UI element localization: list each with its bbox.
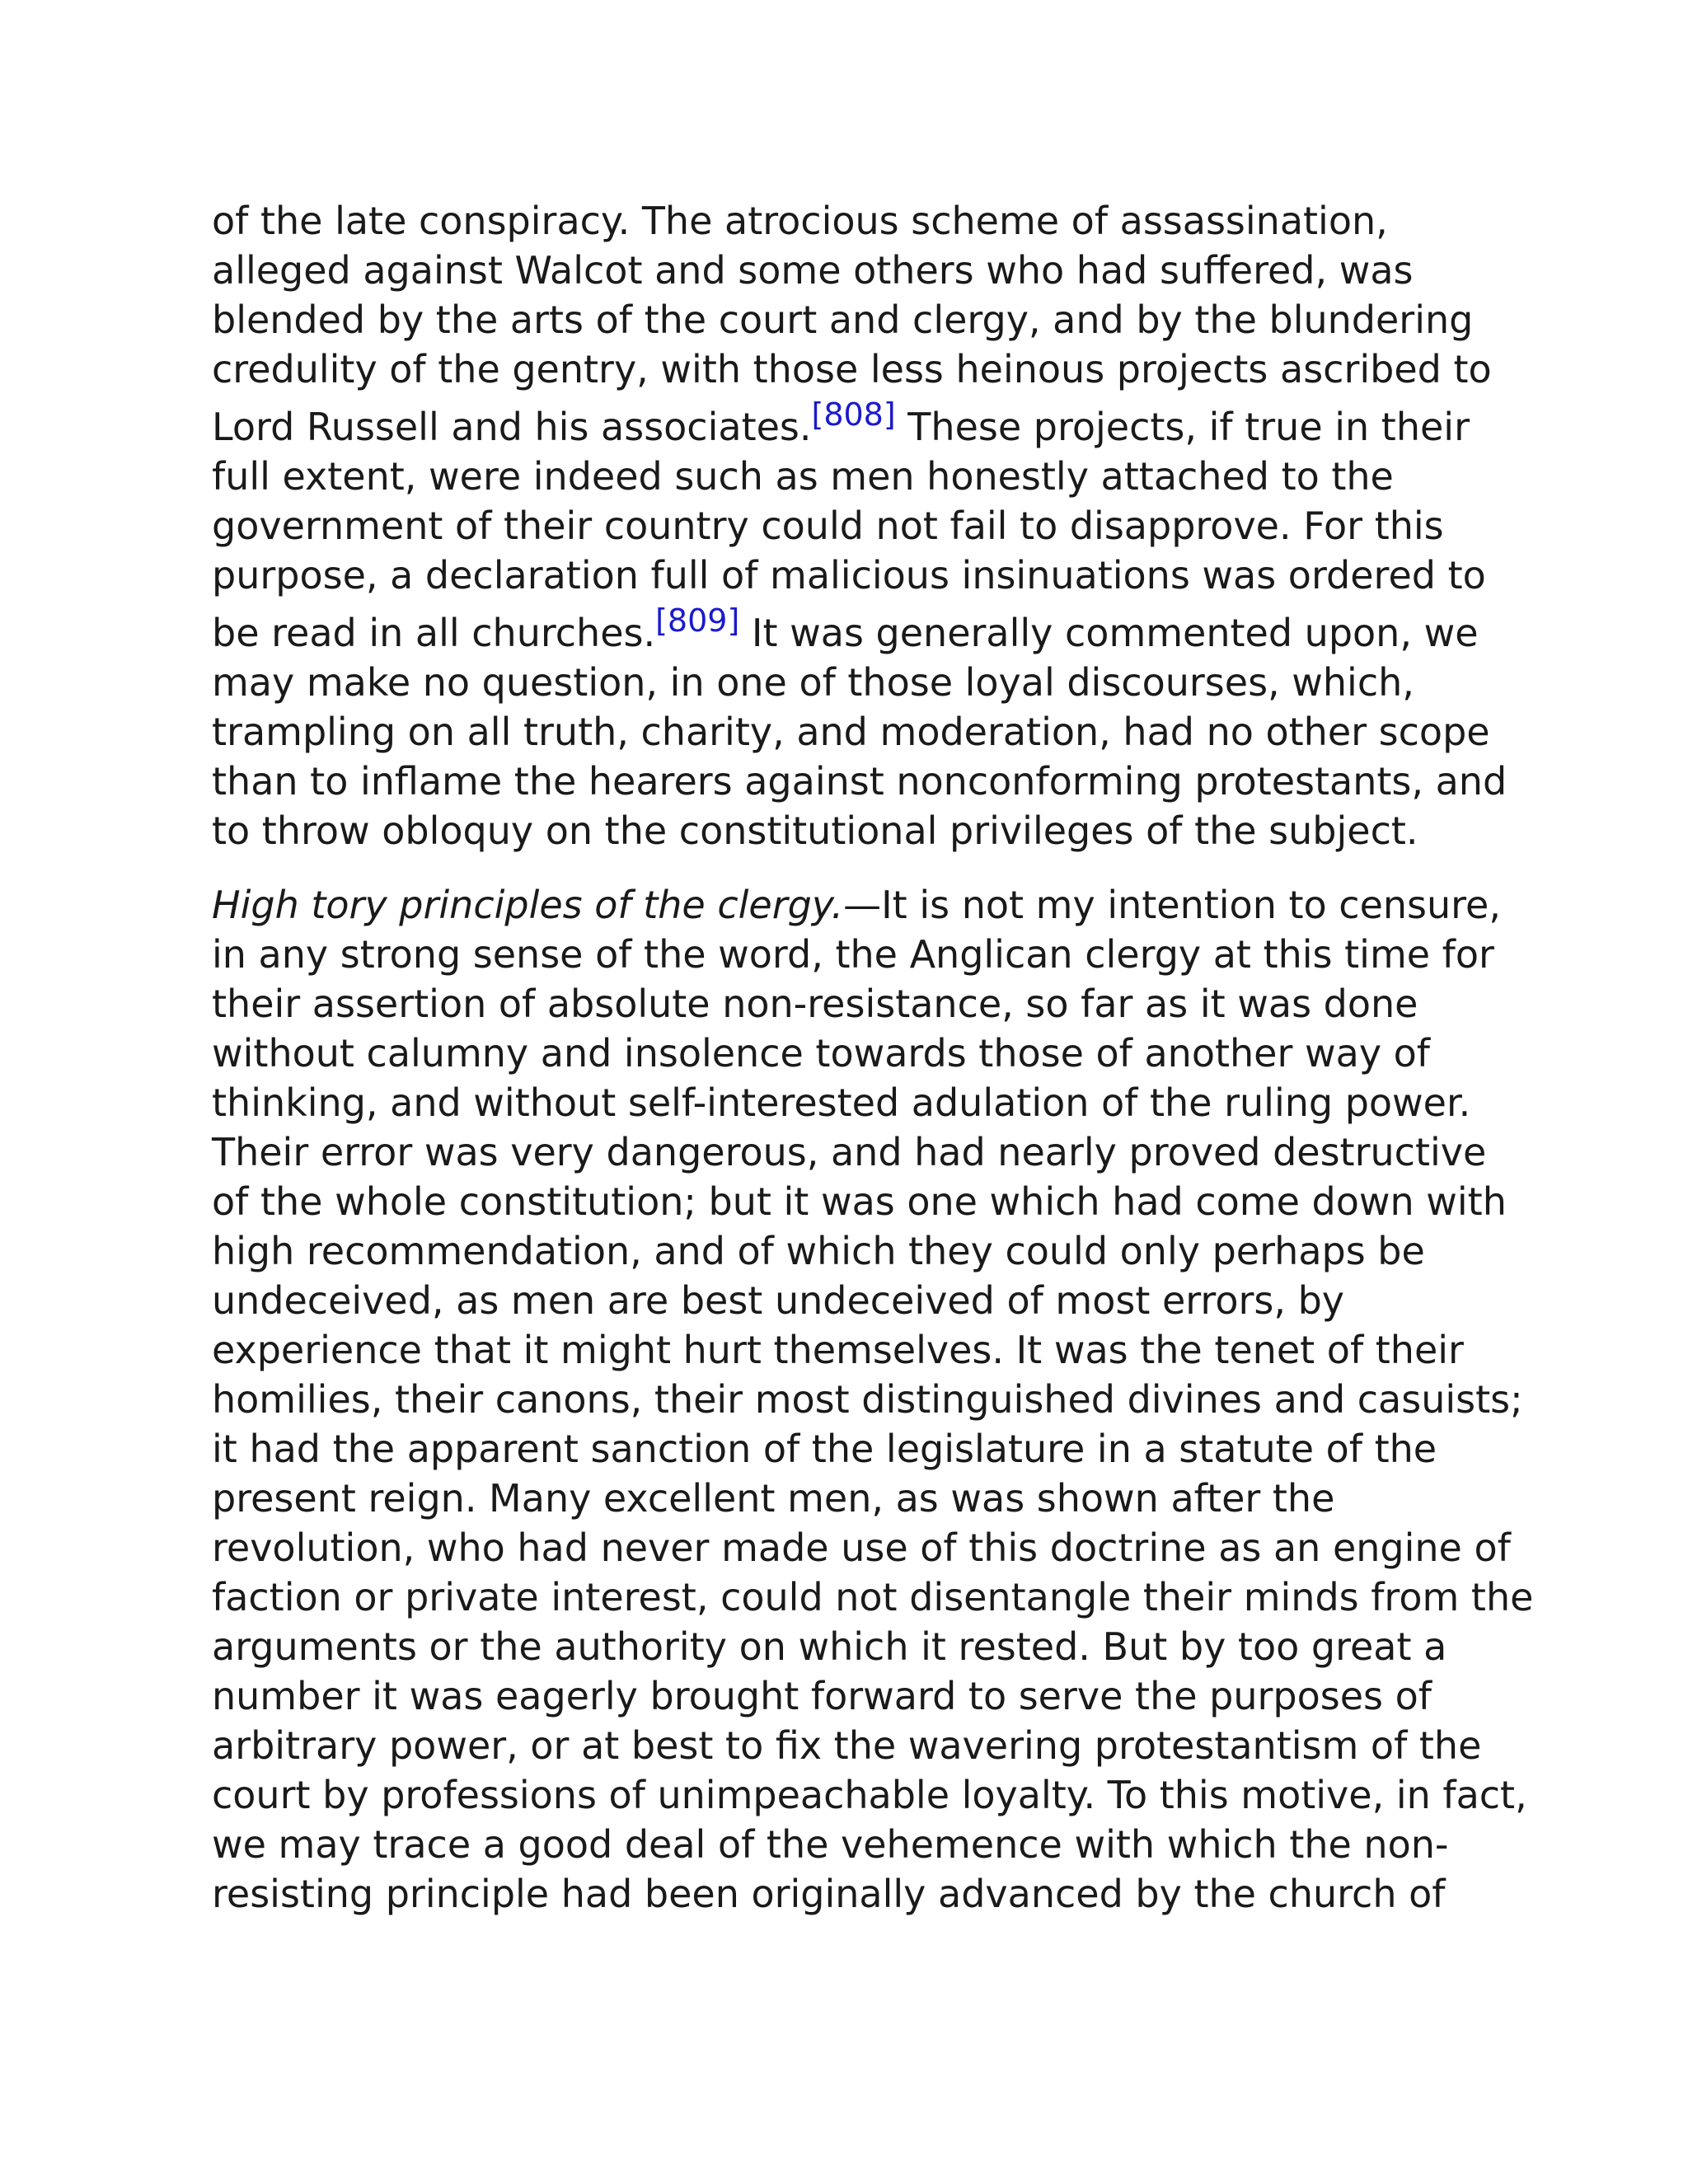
text-line-with-heading xyxy=(212,880,1501,930)
text-line: undeceived, as men are best undeceived of most errors, by xyxy=(212,1278,1345,1323)
text-line: present reign. Many excellent men, as was shown after the xyxy=(212,1476,1335,1521)
text-line: high recommendation, and of which they could only perhaps be xyxy=(212,1229,1425,1273)
text-line: arbitrary power, or at best to fix the wavering protestantism of the xyxy=(212,1723,1482,1768)
text-line: of the late conspiracy. The atrocious scheme of assassination, xyxy=(212,199,1388,243)
text-line: purpose, a declaration full of malicious insinuations was ordered to xyxy=(212,553,1486,598)
text-line-with-footnote xyxy=(212,600,1498,658)
text-segment: These projects, if true in their xyxy=(895,405,1470,449)
text-line: of the whole constitution; but it was one which had come down with xyxy=(212,1179,1507,1224)
document-page xyxy=(212,196,1534,1919)
text-line: thinking, and without self-interested adulation of the ruling power. xyxy=(212,1080,1471,1125)
text-line-with-footnote xyxy=(212,394,1498,452)
paragraph-high-tory-principles xyxy=(212,880,1534,1919)
footnote-link-809[interactable]: [809] xyxy=(655,602,740,639)
text-line: we may trace a good deal of the vehemence with which the non- xyxy=(212,1822,1449,1867)
text-line: resisting principle had been originally advanced by the church of xyxy=(212,1872,1446,1916)
paragraph-conspiracy xyxy=(212,196,1507,855)
text-line: full extent, were indeed such as men honestly attached to the xyxy=(212,454,1394,499)
text-line: credulity of the gentry, with those less heinous projects ascribed to xyxy=(212,347,1492,391)
text-segment: —It is not my intention to censure, xyxy=(843,883,1501,927)
text-line: to throw obloquy on the constitutional privileges of the subject. xyxy=(212,808,1418,853)
text-segment: Lord Russell and his associates. xyxy=(212,405,812,449)
text-segment: be read in all churches. xyxy=(212,611,656,655)
text-line: their assertion of absolute non-resistance, so far as it was done xyxy=(212,982,1418,1026)
text-line: Their error was very dangerous, and had nearly proved destructive xyxy=(212,1130,1487,1174)
text-line: court by professions of unimpeachable loyalty. To this motive, in fact, xyxy=(212,1773,1527,1817)
text-line: without calumny and insolence towards those of another way of xyxy=(212,1031,1430,1076)
text-line: arguments or the authority on which it rested. But by too great a xyxy=(212,1624,1447,1669)
text-line: trampling on all truth, charity, and moderation, had no other scope xyxy=(212,710,1490,754)
text-line: alleged against Walcot and some others who had suffered, was xyxy=(212,248,1414,293)
text-line: faction or private interest, could not disentangle their minds from the xyxy=(212,1575,1534,1619)
text-line: in any strong sense of the word, the Anglican clergy at this time for xyxy=(212,932,1494,977)
text-line: government of their country could not fail to disapprove. For this xyxy=(212,504,1444,548)
text-line: blended by the arts of the court and clergy, and by the blundering xyxy=(212,298,1474,342)
text-line: than to inflame the hearers against nonconforming protestants, and xyxy=(212,759,1507,804)
text-line: experience that it might hurt themselves. It was the tenet of their xyxy=(212,1328,1464,1372)
text-line: number it was eagerly brought forward to serve the purposes of xyxy=(212,1674,1432,1718)
section-sidenote-heading: High tory principles of the clergy. xyxy=(212,883,844,927)
text-line: may make no question, in one of those loyal discourses, which, xyxy=(212,660,1414,705)
text-line: revolution, who had never made use of this doctrine as an engine of xyxy=(212,1526,1511,1570)
text-line: it had the apparent sanction of the legislature in a statute of the xyxy=(212,1427,1437,1471)
footnote-link-808[interactable]: [808] xyxy=(811,396,896,433)
text-line: homilies, their canons, their most distinguished divines and casuists; xyxy=(212,1377,1523,1422)
text-segment: It was generally commented upon, we xyxy=(739,611,1479,655)
